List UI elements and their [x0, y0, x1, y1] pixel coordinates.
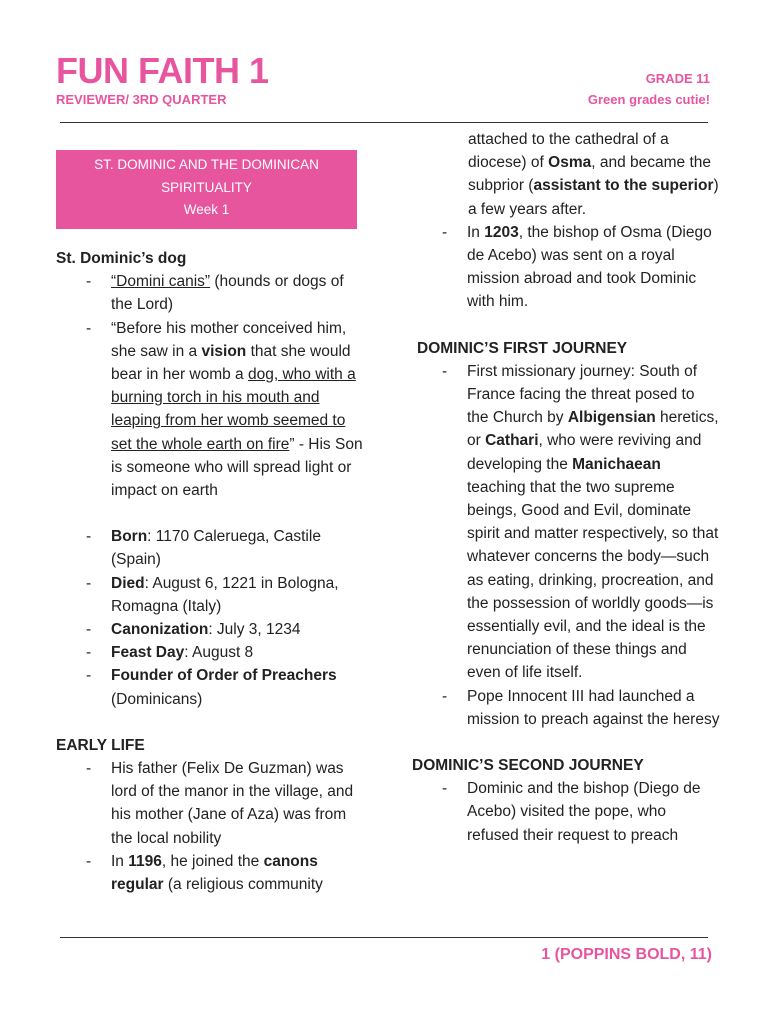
banner-line-1: ST. DOMINIC AND THE DOMINICAN [94, 157, 319, 172]
list-item: - Born: 1170 Caleruega, Castile (Spain) [56, 525, 366, 571]
continued-paragraph: attached to the cathedral of a diocese) of Osma, and became the subprior (assistant to the superior) a few years after. [468, 131, 719, 218]
grade-label: GRADE 11 [645, 71, 710, 86]
list-item: - Dominic and the bishop (Diego de Acebo) visited the pope, who refused their request to preach [412, 777, 720, 847]
list-item: - Pope Innocent III had launched a mission to preach against the heresy [412, 685, 720, 731]
early-life-list [56, 757, 366, 896]
dog-list [56, 270, 366, 502]
header-divider [60, 122, 708, 123]
list-item: - Canonization: July 3, 1234 [56, 618, 366, 641]
list-item: - First missionary journey: South of France facing the threat posed to the Church by Albigensian heretics, or Cathari, who were reviving and developing the Manichaean teaching that the two supreme beings, Good and Evil, dominate spirit and matter respectively, so that whatever concerns the body—such as eating, drinking, procreation, and the possession of worldly goods—is essentially evil, and the ideal is the renunciation of these things and even of life itself. [412, 360, 720, 685]
list-item: - Founder of Order of Preachers (Dominicans) [56, 664, 366, 710]
list-item: - In 1196, he joined the canons regular (a religious community [56, 850, 366, 896]
first-journey-list [412, 360, 720, 731]
list-item: - Died: August 6, 1221 in Bologna, Romagna (Italy) [56, 572, 366, 618]
list-item: - “Domini canis” (hounds or dogs of the Lord) [56, 270, 366, 316]
section-heading-second-journey: DOMINIC’S SECOND JOURNEY [412, 757, 644, 775]
section-heading-dog: St. Dominic’s dog [56, 250, 187, 267]
list-item: - Feast Day: August 8 [56, 641, 366, 664]
left-column [56, 247, 366, 896]
section-heading-first-journey: DOMINIC’S FIRST JOURNEY [417, 339, 628, 357]
banner-line-2: SPIRITUALITY [161, 179, 252, 195]
page-footer: 1 (POPPINS BOLD, 11) [541, 946, 712, 963]
list-item: - “Before his mother conceived him, she saw in a vision that she would bear in her womb a dog, who with a burning torch in his mouth and leaping from her womb seemed to set the whole earth on fire” - His Son is someone who will spread light or impact on earth [56, 317, 366, 503]
section-heading-early-life: EARLY LIFE [56, 736, 145, 754]
document-subtitle: REVIEWER/ 3RD QUARTER [56, 92, 227, 107]
list-item: - His father (Felix De Guzman) was lord of the manor in the village, and his mother (Jane of Aza) was from the local nobility [56, 757, 366, 850]
banner-line-3: Week 1 [183, 202, 230, 217]
list-item: - In 1203, the bishop of Osma (Diego de Acebo) was sent on a royal mission abroad and took Dominic with him. [412, 221, 720, 314]
early-life-list-continued [412, 221, 720, 314]
footer-divider [60, 937, 708, 938]
second-journey-list [412, 777, 720, 847]
right-column [412, 128, 720, 847]
document-title: FUN FAITH 1 [56, 50, 269, 91]
topic-banner [56, 150, 357, 229]
facts-list [56, 525, 366, 711]
tagline: Green grades cutie! [587, 92, 710, 107]
